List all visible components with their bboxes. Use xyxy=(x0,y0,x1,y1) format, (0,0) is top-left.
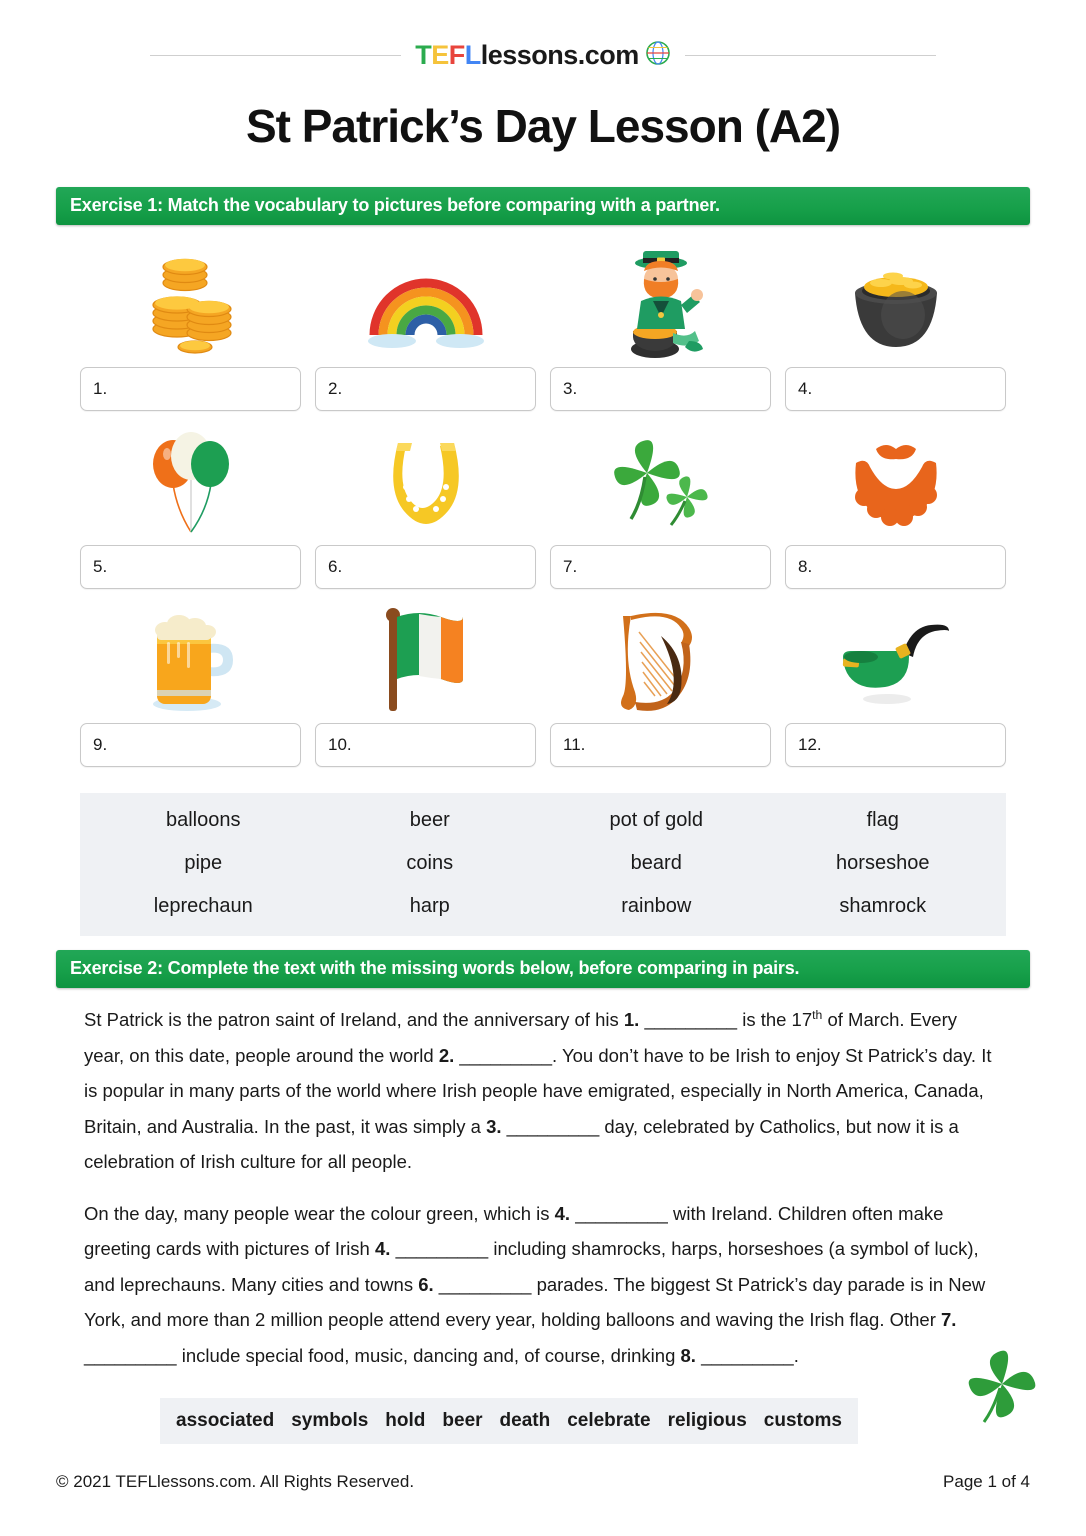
gap-blank[interactable]: _________ xyxy=(84,1344,182,1366)
gap-number: 3. xyxy=(486,1115,502,1137)
answer-box[interactable]: 4. xyxy=(785,367,1006,411)
answer-box[interactable]: 2. xyxy=(315,367,536,411)
wordbank-word: flag xyxy=(866,809,899,831)
irish-flag-icon xyxy=(315,599,536,723)
gap-number: 2. xyxy=(438,1044,455,1066)
text-run: with Ireland. Children often make greeting cards with pictures of Irish xyxy=(84,1202,944,1260)
page-title: St Patrick’s Day Lesson (A2) xyxy=(245,100,841,152)
answer-box[interactable]: 11. xyxy=(550,723,771,767)
wordbank-word: rainbow xyxy=(621,895,692,917)
reading-text xyxy=(84,1002,1002,1373)
wordbank-word: pipe xyxy=(184,852,223,874)
picture-cell xyxy=(550,243,771,411)
gap-blank[interactable]: _________ xyxy=(695,1344,794,1366)
gap-blank[interactable]: _________ xyxy=(454,1044,553,1066)
logo xyxy=(401,40,685,71)
wordbank-word: pot of gold xyxy=(609,809,703,831)
picture-cell xyxy=(785,421,1006,589)
picture-cell xyxy=(80,243,301,411)
answer-box[interactable]: 6. xyxy=(315,545,536,589)
copyright-notice: © 2021 TEFLlessons.com. All Rights Reserved. xyxy=(56,1472,415,1491)
wordbank-grid xyxy=(90,809,996,918)
logo-domain: lessons.com xyxy=(480,40,639,70)
pot-of-gold-icon xyxy=(785,243,1006,367)
gap-number: 4. xyxy=(375,1238,391,1260)
text-run: parades. The biggest St Patrick’s day parade is in New York, and more than 2 million people attend every year, holding balloons and waving the Irish flag. Other xyxy=(84,1273,986,1331)
wordbank-word: shamrock xyxy=(839,895,927,917)
answer-box[interactable]: 9. xyxy=(80,723,301,767)
logo-letter-e: E xyxy=(431,40,449,70)
text-run: St Patrick is the patron saint of Ireland, and the anniversary of his xyxy=(84,1009,624,1030)
exercise-1-banner: Exercise 1: Match the vocabulary to pictures before comparing with a partner. xyxy=(56,187,1030,225)
logo-letter-t: T xyxy=(415,40,432,70)
logo-letter-f: F xyxy=(448,40,465,70)
picture-cell xyxy=(785,243,1006,411)
wordbank-word: beer xyxy=(409,809,450,831)
paragraph-1 xyxy=(84,1002,1002,1180)
text-run: On the day, many people wear the colour green, which is xyxy=(84,1202,555,1224)
picture-grid xyxy=(80,243,1006,777)
paragraph-2 xyxy=(84,1196,1002,1374)
wordbank-word: death xyxy=(499,1410,551,1431)
header-rule-left xyxy=(150,55,401,56)
wordbank-word: customs xyxy=(763,1410,842,1431)
picture-cell xyxy=(315,243,536,411)
wordbank-word: balloons xyxy=(165,809,241,831)
leprechaun-icon xyxy=(550,243,771,367)
wordbank-word: symbols xyxy=(291,1410,369,1431)
wordbank-word: celebrate xyxy=(567,1410,651,1431)
picture-cell xyxy=(785,599,1006,767)
exercise-2-wordbank xyxy=(160,1398,858,1444)
wordbank-word: coins xyxy=(406,852,454,874)
picture-cell xyxy=(315,421,536,589)
logo-letter-l: L xyxy=(464,40,481,70)
text-run: of March. Every year, on this date, people around the world xyxy=(84,1009,958,1066)
gold-coins-icon xyxy=(80,243,301,367)
wordbank-word: beard xyxy=(630,852,682,874)
wordbank-word: religious xyxy=(667,1410,747,1431)
beard-icon xyxy=(785,421,1006,545)
gap-blank[interactable]: _________ xyxy=(570,1202,673,1224)
gap-number: 8. xyxy=(680,1344,696,1366)
answer-box[interactable]: 7. xyxy=(550,545,771,589)
picture-cell xyxy=(550,599,771,767)
horseshoe-icon xyxy=(315,421,536,545)
exercise-1-wordbank xyxy=(80,793,1006,936)
text-run: include special food, music, dancing and, of course, drinking xyxy=(181,1344,681,1366)
rainbow-icon xyxy=(315,243,536,367)
shamrock-icon xyxy=(550,421,771,545)
page-number: Page 1 of 4 xyxy=(943,1472,1030,1491)
wordbank-word: leprechaun xyxy=(153,895,253,917)
picture-cell xyxy=(550,421,771,589)
gap-number: 6. xyxy=(418,1273,434,1295)
answer-box[interactable]: 8. xyxy=(785,545,1006,589)
text-run: including shamrocks, harps, horseshoes (a symbol of luck), and leprechauns. Many cities and towns xyxy=(84,1238,979,1295)
pipe-icon xyxy=(785,599,1006,723)
answer-box[interactable]: 1. xyxy=(80,367,301,411)
picture-cell xyxy=(80,421,301,589)
gap-blank[interactable]: _________ xyxy=(501,1115,605,1137)
gap-number: 4. xyxy=(554,1202,571,1224)
picture-cell xyxy=(315,599,536,767)
wordbank-word: horseshoe xyxy=(836,852,930,874)
answer-box[interactable]: 12. xyxy=(785,723,1006,767)
wordbank-word: beer xyxy=(442,1410,483,1431)
four-leaf-clover-icon xyxy=(956,1338,1052,1434)
wordbank-word: harp xyxy=(409,895,450,917)
wordbank-word: hold xyxy=(385,1410,426,1431)
answer-box[interactable]: 10. xyxy=(315,723,536,767)
picture-cell xyxy=(80,599,301,767)
text-run: . You don’t have to be Irish to enjoy St Patrick’s day. It is popular in many parts of the world where Irish people have emigrated, especially in North America, Canada, Britain, and Australia. In the past, it was simply a xyxy=(84,1044,992,1137)
globe-icon xyxy=(645,40,671,71)
header-rule-right xyxy=(685,55,936,56)
answer-box[interactable]: 5. xyxy=(80,545,301,589)
gap-blank[interactable]: _________ xyxy=(639,1009,743,1030)
brand-header xyxy=(0,0,1086,71)
page-footer xyxy=(56,1472,1030,1492)
text-run: . xyxy=(793,1344,799,1366)
text-run: day, celebrated by Catholics, but now it is a celebration of Irish culture for all people. xyxy=(84,1115,959,1173)
balloons-icon xyxy=(80,421,301,545)
answer-box[interactable]: 3. xyxy=(550,367,771,411)
harp-icon xyxy=(550,599,771,723)
text-run: is the 17 xyxy=(742,1009,813,1030)
logo-text xyxy=(415,42,639,69)
gap-blank[interactable]: _________ xyxy=(433,1273,537,1295)
exercise-2-banner: Exercise 2: Complete the text with the missing words below, before comparing in pairs. xyxy=(56,950,1030,988)
beer-mug-icon xyxy=(80,599,301,723)
ordinal-suffix: th xyxy=(812,1007,823,1022)
gap-blank[interactable]: _________ xyxy=(390,1238,494,1260)
gap-number: 7. xyxy=(941,1309,957,1331)
wordbank-word: associated xyxy=(176,1410,275,1431)
gap-number: 1. xyxy=(623,1009,640,1030)
